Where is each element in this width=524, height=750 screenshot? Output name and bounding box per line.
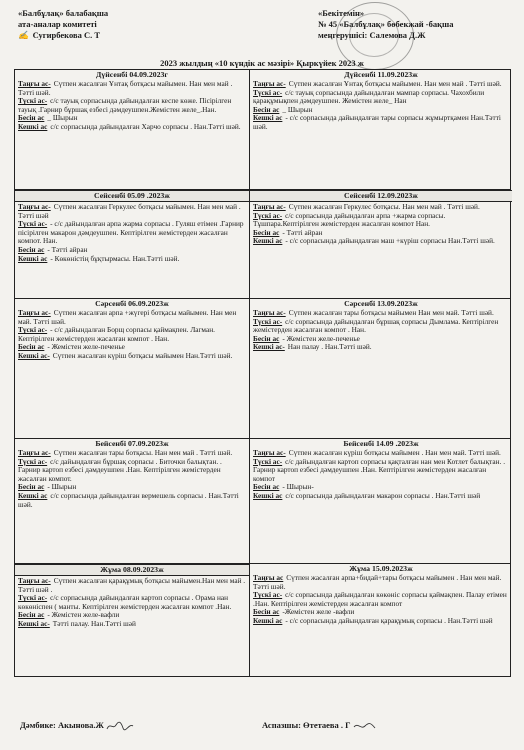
meal-entry xyxy=(18,458,246,484)
meal-label: Түскі ас- xyxy=(253,210,283,220)
meal-text: - с/с сорпасында дайындалған қарақұмық сорпасы . Нан.Тәтті шәй xyxy=(285,615,493,625)
meal-text: с/с сорпасында дайындалған бұршақ сорпасы Дымлама. Кептірілген жемістерден жасалған компот . Нан. xyxy=(253,316,499,335)
footer-cook xyxy=(262,720,381,731)
day-cell xyxy=(250,190,512,298)
meal-text: Сүтпен жасалған тары ботқасы майымен Нан мен май. Тәтті шәй. xyxy=(288,308,494,317)
meal-label: Кешкі ас- xyxy=(18,618,50,628)
meal-label: Түскі ас- xyxy=(18,456,48,466)
day-cell xyxy=(250,564,512,677)
meal-label: Кешкі ас xyxy=(18,253,48,263)
meal-entry xyxy=(253,458,509,484)
meal-entry xyxy=(18,203,246,220)
meal-label: Таңғы ас- xyxy=(18,576,51,585)
meal-label: Кешкі ас xyxy=(253,615,283,625)
meal-label: Бесін ас xyxy=(253,607,280,617)
meal-text: Тәтті палау. Нан.Тәтті шәй xyxy=(52,618,136,628)
meal-text: Сүтпен жасалған Ұнтақ ботқасы майымен. Нан мен май . Тәтті шәй. xyxy=(18,79,233,97)
day-cell xyxy=(15,190,249,298)
meal-label: Түскі ас- xyxy=(18,593,48,603)
meal-text: Сүтпен жасалған тары ботқасы. Нан мен май . Тәтті шәй. xyxy=(53,448,233,457)
meal-entry xyxy=(253,114,509,131)
meal-label: Таңғы ас- xyxy=(18,79,51,88)
meal-label: Түскі ас- xyxy=(18,325,48,335)
signer-name: Сугирбекова С. Т xyxy=(32,30,101,40)
meal-label: Таңғы ас- xyxy=(18,202,51,211)
day-cell xyxy=(15,70,249,189)
meal-text: - Жемістен желе-вафли xyxy=(47,610,120,620)
meal-label: Таңғы ас- xyxy=(253,202,286,211)
day-cell xyxy=(15,564,249,677)
meal-entry xyxy=(18,594,246,611)
meal-text: Нан палау . Нан.Тәтті шәй. xyxy=(287,342,372,352)
signature-mark-icon: ✍ xyxy=(18,31,29,41)
meal-text: - с/с дайындалған Борщ сорпасы қаймақпен. Лагман. Кептірілген жемістерден жасалған компот . Нан. xyxy=(18,325,215,343)
day-title: Жұма 15.09.2023ж xyxy=(349,564,413,573)
day-cell xyxy=(250,70,512,189)
meal-entry xyxy=(18,255,246,264)
day-title: Дүйсенбі 11.09.2023ж xyxy=(344,70,418,79)
meal-text: с/с дайындалған картоп сорпасы қақталған нан мен Котлет балықтан. . Гарнир картоп езбесі дәмдеушпен .Нан. Кептірілген жемістерден жасалған компот xyxy=(253,456,506,483)
day-title: Сейсенбі 05.09 .2023ж xyxy=(15,190,249,202)
meal-label: Түскі ас- xyxy=(18,96,48,106)
meal-label: Таңғы ас- xyxy=(253,448,286,457)
meal-text: - Жемістен желе-печенье xyxy=(282,333,360,343)
day-cell xyxy=(15,299,249,438)
meal-text: - Тәтті айран xyxy=(47,244,88,254)
kindergarten-name: № 45 «Балбұлақ» бөбекжай -бақша xyxy=(318,19,454,29)
meal-label: Бесін ас xyxy=(253,482,280,492)
meal-label: Кешкі ас xyxy=(18,490,48,500)
approval-heading: «Бекітемін» xyxy=(318,8,365,18)
meal-text: с/с сорпасында дайындалған арпа +жарма сорпасы. Тұшпара.Кептірілген жемістерден жасалған компот Нан. xyxy=(253,210,446,229)
meal-text: Сүтпен жасалған Геркулес ботқасы. Нан мен май . Тәтті шәй. xyxy=(288,202,480,211)
meal-text: Сүтпен жасалған Ұнтақ ботқасы майымен. Нан мен май . Тәтті шәй. xyxy=(288,79,502,88)
meal-text: с/с тауық сорпасында дайындалған мампар сорпасы. Чахохбили қарақұмықпен дәмдеушпен. Жемістен желе_ Нан xyxy=(253,87,485,106)
org-name: «Балбұлақ» балабақша xyxy=(18,8,109,18)
committee-signer xyxy=(18,30,218,42)
meal-entry xyxy=(18,352,246,361)
meal-text: с/с сорпасында дайындалған вермешель сорпасы . Нан.Тәтті шәй. xyxy=(18,490,239,509)
meal-entry xyxy=(253,89,509,106)
meal-text: Сүтпен жасалған арпа+бидай+тары ботқасы майымен . Нан мен май. Тәтті шәй. xyxy=(253,573,502,591)
meal-label: Бесін ас xyxy=(18,610,45,620)
manager-name: меңгерушісі: Салемова Д.Ж xyxy=(318,30,426,40)
meal-entry xyxy=(18,220,246,246)
meal-label: Таңғы ас- xyxy=(18,308,51,317)
meal-text: Сүтпен жасалған Геркулес ботқасы майымен. Нан мен май . Тәтті шәй xyxy=(18,202,241,220)
meal-text: Сүтпен жасалған арпа +жүгері ботқасы майымен. Нан мен май. Тәтті шәй. xyxy=(18,308,237,326)
meal-label: Бесін ас xyxy=(18,113,45,123)
day-title: Сәрсенбі 06.09.2023ж xyxy=(95,299,169,308)
meal-text: -Жемістен желе -вафли xyxy=(282,607,355,617)
meal-text: Сүтпен жасалған күріш ботқасы майымен . Нан мен май. Тәтті шәй. xyxy=(288,448,501,457)
day-cell xyxy=(250,439,512,563)
signature-scrawl-icon xyxy=(106,721,134,731)
meal-label: Түскі ас- xyxy=(18,219,48,229)
dietitian-name: Дәмбике: Акынова.Ж xyxy=(20,720,104,730)
meal-entry xyxy=(253,343,509,352)
meal-label: Бесін ас xyxy=(18,244,45,254)
meal-label: Бесін ас xyxy=(253,227,280,237)
meal-entry xyxy=(18,123,246,132)
meal-entry xyxy=(18,620,246,629)
meal-text: _ Шырын xyxy=(47,113,78,123)
meal-text: Сүтпен жасалған қарақұмық ботқасы майымен.Нан мен май . Тәтті шәй . xyxy=(18,576,246,594)
meal-entry xyxy=(253,574,509,591)
day-title: Сейсенбі 12.09.2023ж xyxy=(250,190,512,202)
day-title: Сәрсенбі 13.09.2023ж xyxy=(344,299,418,308)
meal-text: - Жемістен желе-печенье xyxy=(47,342,125,352)
day-title: Дүйсенбі 04.09.2023г xyxy=(96,70,168,79)
meal-text: _ Шырын xyxy=(282,104,313,114)
meal-entry xyxy=(18,309,246,326)
meal-entry xyxy=(253,212,509,229)
meal-label: Бесін ас xyxy=(253,104,280,114)
meal-text: - Шырын- xyxy=(282,482,314,492)
meal-text: - Көкөністің бұқтырмасы. Нан.Тәтті шәй. xyxy=(50,253,180,263)
footer-dietitian xyxy=(20,720,134,731)
day-title: Бейсенбі 07.09.2023ж xyxy=(95,439,169,448)
meal-text: с/с сорпасында дайындалған Харчо сорпасы . Нан.Тәтті шәй. xyxy=(50,121,241,131)
meal-text: - Тәтті айран xyxy=(282,227,323,237)
meal-label: Түскі ас- xyxy=(253,456,283,466)
meal-entry xyxy=(18,80,246,97)
meal-text: с/с сорпасында дайындалған картоп сорпасы . Орама нан көкөніспен ( манты. Кептірілген жемістерден жасалған компот .Нан. xyxy=(18,593,232,611)
meal-label: Бесін ас xyxy=(253,333,280,343)
meal-text: с/с тауық сорпасында дайындалған кеспе көже. Пісірілген тауық .Гарнир бұршақ езбесі дәмдеушпен.Жемістен желе_.Нан. xyxy=(18,96,232,114)
meal-label: Бесін ас xyxy=(18,342,45,352)
meal-text: Сүтпен жасалған күріш ботқасы майымен Нан.Тәтті шәй. xyxy=(52,350,233,360)
day-title: Бейсенбі 14.09 .2023ж xyxy=(343,439,419,448)
committee-name: ата-аналар комитеті xyxy=(18,19,97,29)
meal-label: Кешкі ас xyxy=(253,490,283,500)
meal-entry xyxy=(253,237,509,246)
day-title: Жұма 08.09.2023ж xyxy=(15,564,249,576)
meal-text: - с/с сорпасында дайындалған тары сорпасы жұмыртқамен Нан.Тәтті шәй. xyxy=(253,113,501,131)
meal-text: с/с сорпасында дайындалған макарон сорпасы . Нан.Тәтті шәй xyxy=(285,490,481,500)
meal-label: Таңғы ас- xyxy=(253,79,286,88)
meal-entry xyxy=(18,326,246,343)
header-right xyxy=(318,8,518,41)
meal-label: Түскі ас- xyxy=(253,316,283,326)
meal-label: Түскі ас- xyxy=(253,590,283,600)
meal-label: Таңғы ас xyxy=(253,573,284,582)
meal-label: Кешкі ас xyxy=(18,121,48,131)
meal-entry xyxy=(18,97,246,114)
meal-entry xyxy=(253,318,509,335)
meal-entry xyxy=(18,492,246,509)
meal-text: - с/с дайындалған арпа жарма сорпасы . Гуляш етімен .Гарнир пісірілген макарон дәмдеушпен. Кептірілген жемістерден жасалған компот. Нан. xyxy=(18,219,244,246)
document-title: 2023 жылдың «10 күндік ас мәзірі» Қыркүйек 2023 ж xyxy=(160,58,364,68)
meal-entry xyxy=(253,591,509,608)
meal-text: с/с дайындалған бұршақ сорпасы . Биточки балықтан. . Гарнир картоп езбесі дәмдеушпен .Нан. Кептірілген жемістерден жасалған компот. xyxy=(18,456,222,483)
meal-text: - Шырын xyxy=(47,482,77,492)
day-cell xyxy=(15,439,249,563)
day-cell xyxy=(250,299,512,438)
meal-label: Кешкі ас- xyxy=(253,342,285,352)
meal-entry xyxy=(253,492,509,501)
menu-table xyxy=(14,69,511,677)
meal-entry xyxy=(18,577,246,594)
meal-text: с/с сорпасында дайындалған көкөніс сорпасы қаймақпен. Палау етімен .Нан. Кептірілген жемістерден жасалған компот xyxy=(253,590,507,608)
signature-scrawl-icon xyxy=(353,721,381,731)
meal-label: Таңғы ас- xyxy=(253,308,286,317)
meal-label: Түскі ас- xyxy=(253,87,283,97)
meal-label: Бесін ас xyxy=(18,482,45,492)
meal-entry xyxy=(253,617,509,626)
header-left xyxy=(18,8,218,42)
meal-label: Кешкі ас- xyxy=(18,350,50,360)
meal-label: Таңғы ас- xyxy=(18,448,51,457)
meal-label: Кешкі ас xyxy=(253,236,283,246)
meal-text: - с/с сорпасында дайындалған маш +күріш сорпасы Нан.Тәтті шәй. xyxy=(285,236,495,246)
cook-name: Аспазшы: Өтетаева . Г xyxy=(262,720,351,730)
meal-label: Кешкі ас xyxy=(253,113,283,123)
